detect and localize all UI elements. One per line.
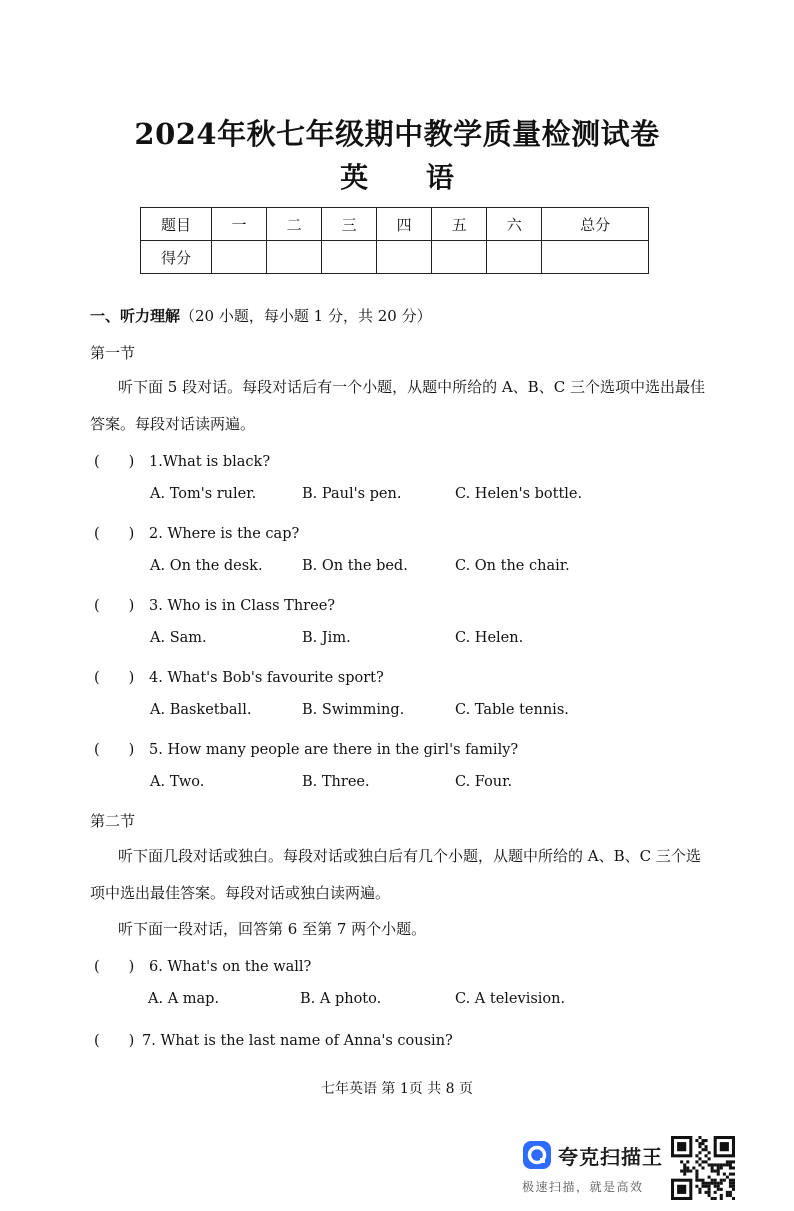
option-b: B. Three. [302,774,370,790]
part2-instruction-line2: 项中选出最佳答案。每段对话或独白读两遍。 [90,884,391,902]
question-text: 5. How many people are there in the girl's family? [149,742,519,758]
score-cell-total: 总分 [542,208,649,241]
score-blank [267,241,322,274]
option-a: A. Two. [150,774,205,790]
score-cell-4: 四 [377,208,432,241]
exam-subject: 英 语 [340,161,478,194]
page-footer: 七年英语 第 1页 共 8 页 [320,1081,474,1097]
option-c: C. Helen. [455,630,524,646]
question-7 [94,1029,453,1050]
section-heading [90,305,432,326]
option-b: B. On the bed. [302,558,408,574]
score-cell-1: 一 [212,208,267,241]
question-text: 1.What is black? [149,454,271,470]
answer-blank[interactable]: ( ) [94,598,135,614]
option-c: C. Table tennis. [455,702,569,718]
part1-instruction-line1: 听下面 5 段对话。每段对话后有一个小题，从题中所给的 A、B、C 三个选项中选出最佳 [118,378,705,396]
score-cell-2: 二 [267,208,322,241]
score-cell-label: 题目 [141,208,212,241]
option-c: C. A television. [455,991,566,1007]
brand-slogan: 极速扫描，就是高效 [522,1180,644,1194]
score-blank [487,241,542,274]
score-cell-5: 五 [432,208,487,241]
score-blank [322,241,377,274]
exam-title: 2024年秋七年级期中教学质量检测试卷 [134,117,660,151]
question-6 [94,955,311,976]
score-table-score-row [141,241,649,274]
question-text: 2. Where is the cap? [149,526,300,542]
score-cell-6: 六 [487,208,542,241]
option-a: A. On the desk. [150,558,263,574]
score-blank [432,241,487,274]
part2-note: 听下面一段对话，回答第 6 至第 7 两个小题。 [118,920,427,938]
question-text: 4. What's Bob's favourite sport? [149,670,384,686]
score-table-header-row [141,208,649,241]
option-a: A. Sam. [150,630,207,646]
option-a: A. A map. [148,991,220,1007]
question-1 [94,450,270,471]
score-blank [377,241,432,274]
option-c: C. On the chair. [455,558,570,574]
option-c: C. Four. [455,774,513,790]
question-3 [94,594,335,615]
question-text: 7. What is the last name of Anna's cousin? [142,1033,453,1049]
score-blank [542,241,649,274]
question-2 [94,522,299,543]
answer-blank[interactable]: ( ) [94,1033,135,1049]
brand-name: 夸克扫描王 [558,1145,663,1169]
answer-blank[interactable]: ( ) [94,454,135,470]
answer-blank[interactable]: ( ) [94,959,135,975]
score-cell-3: 三 [322,208,377,241]
option-b: B. Jim. [302,630,351,646]
option-a: A. Basketball. [150,702,252,718]
score-blank [212,241,267,274]
answer-blank[interactable]: ( ) [94,742,135,758]
option-b: B. Swimming. [302,702,405,718]
qr-code-icon [671,1136,735,1200]
answer-blank[interactable]: ( ) [94,526,135,542]
part2-label: 第二节 [90,812,136,830]
question-5 [94,738,518,759]
part1-instruction-line2: 答案。每段对话读两遍。 [90,415,256,433]
quark-logo-icon [522,1140,552,1170]
section-heading-note: （20 小题，每小题 1 分，共 20 分） [180,307,432,325]
question-4 [94,666,384,687]
answer-blank[interactable]: ( ) [94,670,135,686]
option-b: B. A photo. [300,991,382,1007]
option-c: C. Helen's bottle. [455,486,583,502]
option-a: A. Tom's ruler. [150,486,257,502]
score-table [140,207,649,274]
section-heading-title: 一、听力理解 [90,307,181,325]
score-row-label: 得分 [141,241,212,274]
part2-instruction-line1: 听下面几段对话或独白。每段对话或独白后有几个小题，从题中所给的 A、B、C 三个选 [118,847,701,865]
question-text: 3. Who is in Class Three? [149,598,336,614]
option-b: B. Paul's pen. [302,486,402,502]
question-text: 6. What's on the wall? [149,959,312,975]
part1-label: 第一节 [90,344,136,362]
scanner-watermark [522,1140,667,1200]
